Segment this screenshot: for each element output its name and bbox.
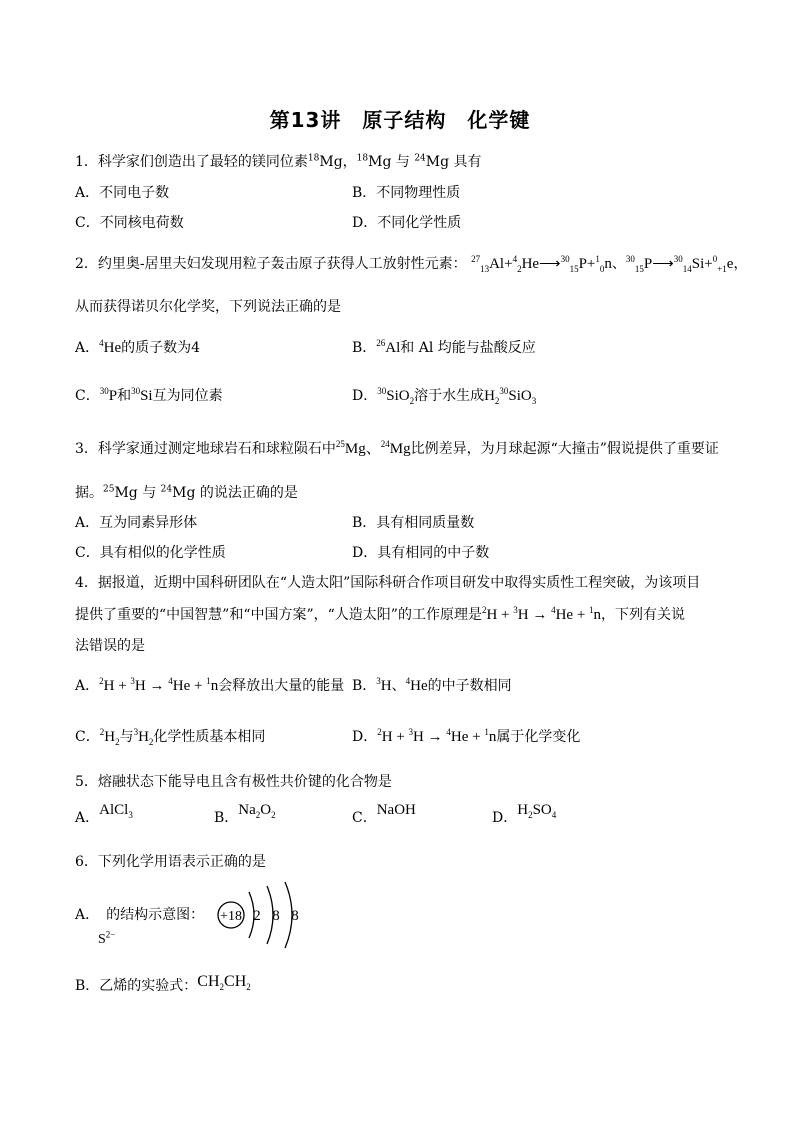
q4-option-c-text: 化学性质基本相同 — [153, 729, 266, 745]
q4-option-c-formula-1: $^2H_2$ — [99, 727, 120, 747]
q4-option-c-label: C． — [75, 729, 100, 745]
q5-option-b-label: B． — [214, 810, 239, 826]
q3-option-d[interactable]: D．具有相同的中子数 — [352, 545, 490, 561]
q6-stem: 6．下列化学用语表示正确的是 — [75, 854, 266, 870]
q1-option-c[interactable]: C．不同核电荷数 — [75, 215, 184, 231]
q5-stem: 5．熔融状态下能导电且含有极性共价键的化合物是 — [75, 774, 392, 790]
q5-option-c-label: C． — [352, 810, 377, 826]
q4-option-b-formula-2: $^4$He — [405, 676, 428, 694]
q1-stem-end: 具有 — [453, 154, 482, 170]
q4-stem-line2-post: ，下列有关说 — [601, 607, 686, 623]
q4-option-b[interactable] — [352, 676, 512, 696]
q4-stem-line1: 4．据报道，近期中国科研团队在“人造太阳”国际科研合作项目研发中取得实质性工程突破，为该项目 — [75, 575, 701, 591]
q6-option-a-text: 的结构示意图： — [106, 907, 205, 923]
q2-nuclear-equation-1: $^{27}_{13}$Al+$^4_2$He⟶$^{30}_{15}$P+$^1_0$n — [471, 254, 612, 274]
shell-2-electrons: 8 — [272, 908, 280, 924]
q2-option-c-text: 互为同位素 — [152, 388, 223, 404]
q4-option-d-label: D． — [352, 729, 378, 745]
q5-option-a[interactable] — [75, 802, 133, 828]
q2-option-a-formula: $^4$He — [99, 338, 122, 356]
q6-ion-symbol: $S^{2-}$ — [98, 929, 116, 947]
q6-option-b-text: B．乙烯的实验式： — [75, 978, 198, 994]
q2-option-c-formula-2: $^{30}$Si — [131, 386, 153, 404]
q6-option-a-label: A． — [75, 907, 93, 923]
q6-option-b[interactable] — [75, 973, 251, 996]
q3-stem — [75, 439, 719, 459]
q3-stem-line2-pre: 据。 — [75, 485, 103, 501]
q4-option-b-formula-1: $^3$H — [376, 676, 392, 694]
q4-option-c-formula-2: $^3H_2$ — [133, 727, 154, 747]
q6-option-b-formula: $CH_2CH_2$ — [197, 973, 251, 993]
shell-1-electrons: 2 — [253, 908, 261, 924]
sulfide-ion-structure-diagram — [215, 880, 335, 950]
q3-option-b[interactable]: B．具有相同质量数 — [352, 515, 475, 531]
q2-option-d-label: D． — [352, 388, 378, 404]
q4-option-c[interactable] — [75, 727, 265, 747]
q2-nuclear-equation-2: $^{30}_{15}$P⟶$^{30}_{14}$Si+$^0_{+1}$e — [625, 254, 734, 274]
q4-stem-line2-pre: 提供了重要的“中国智慧”和“中国方案”，“人造太阳”的工作原理是 — [75, 607, 482, 623]
q2-stem-line2: 从而获得诺贝尔化学奖，下列说法正确的是 — [75, 299, 341, 315]
q2-option-a-label: A． — [75, 340, 100, 356]
q2-option-d-text: 溶于水生成 — [414, 388, 485, 404]
q2-option-b-text: 和 Al 均能与盐酸反应 — [400, 340, 536, 356]
q2-option-b-formula: $^{26}$Al — [376, 338, 401, 356]
q1-option-a[interactable]: A．不同电子数 — [75, 185, 170, 201]
q4-option-d-formula: $^2$H + $^3$H → $^4$He + $^1$n — [377, 727, 497, 745]
q1-stem: 1．科学家们创造出了最轻的镁同位素$^{18}$Mg，$^{18}$Mg 与 $^{24}$Mg 具有 — [75, 153, 482, 170]
q5-option-a-label: A． — [75, 810, 100, 826]
q1-stem-and: 与 — [395, 154, 410, 170]
q2-option-a-text: 的质子数为4 — [121, 340, 201, 356]
q2-option-b-label: B． — [352, 340, 377, 356]
q5-option-d-label: D． — [492, 810, 518, 826]
q6-option-a[interactable] — [75, 905, 204, 925]
q4-option-b-sep: 、 — [391, 678, 406, 694]
q4-option-c-and: 与 — [119, 729, 134, 745]
q2-option-d[interactable] — [352, 386, 536, 406]
q1-option-d[interactable]: D．不同化学性质 — [352, 215, 462, 231]
q2-option-c[interactable] — [75, 386, 223, 406]
q2-stem-end: ， — [733, 256, 748, 272]
q3-stem-and: 与 — [142, 485, 157, 501]
q2-stem — [75, 254, 747, 274]
q4-fusion-equation: $^2$H + $^3$H → $^4$He + $^1$n — [481, 605, 602, 623]
q5-option-d[interactable] — [492, 802, 557, 828]
q5-option-b[interactable] — [214, 802, 276, 828]
q4-option-a[interactable] — [75, 676, 344, 696]
q1-stem-text: 1．科学家们创造出了最轻的镁同位素 — [75, 154, 308, 170]
q5-option-b-formula: $Na_2O_2$ — [238, 802, 276, 820]
q4-option-a-text: 会释放出大量的能量 — [218, 678, 345, 694]
q2-option-d-formula-2: $H_2^{30}SiO_3$ — [484, 386, 537, 406]
page-title: 第13讲 原子结构 化学键 — [269, 108, 531, 132]
q3-option-c[interactable]: C．具有相似的化学性质 — [75, 545, 226, 561]
q3-isotopes: $^{25}$Mg、$^{24}$Mg — [335, 439, 411, 457]
shell-3-electrons: 8 — [291, 908, 299, 924]
q5-option-c[interactable] — [352, 802, 416, 828]
q4-stem-line2 — [75, 605, 685, 625]
q2-option-a[interactable] — [75, 338, 200, 358]
q3-stem-text-2: 比例差异，为月球起源“大撞击”假说提供了重要证 — [410, 441, 719, 457]
q2-separator: 、 — [611, 256, 626, 272]
q4-stem-line3: 法错误的是 — [75, 638, 145, 654]
q5-option-d-formula: $H_2SO_4$ — [517, 802, 557, 820]
q2-option-d-formula-1: $^{30}$SiO$_2$ — [377, 386, 415, 406]
q2-option-c-formula-1: $^{30}$P — [99, 386, 118, 404]
q4-option-d-text: 属于化学变化 — [496, 729, 581, 745]
q5-option-c-formula: NaOH — [376, 802, 416, 818]
q2-option-b[interactable] — [352, 338, 536, 358]
q4-option-d[interactable] — [352, 727, 580, 747]
q3-stem-line2: 据。$^{25}$Mg 与 $^{24}$Mg 的说法正确的是 — [75, 484, 298, 501]
q4-option-a-label: A． — [75, 678, 100, 694]
q3-stem-line2-post: 的说法正确的是 — [199, 485, 298, 501]
q1-option-b[interactable]: B．不同物理性质 — [352, 185, 461, 201]
q3-option-a[interactable]: A．互为同素异形体 — [75, 515, 198, 531]
q1-stem-comma: ， — [342, 154, 357, 170]
q5-option-a-formula: AlCl$_3$ — [99, 802, 133, 820]
q2-stem-text: 2．约里奥-居里夫妇发现用粒子轰击原子获得人工放射性元素： — [75, 256, 467, 272]
atom-nucleus-charge: +18 — [220, 909, 242, 924]
q4-option-a-formula: $^2$H + $^3$H → $^4$He + $^1$n — [99, 676, 219, 694]
q2-option-c-label: C． — [75, 388, 100, 404]
q3-stem-text: 3．科学家通过测定地球岩石和球粒陨石中 — [75, 441, 336, 457]
q2-option-c-and: 和 — [117, 388, 132, 404]
q4-option-b-label: B． — [352, 678, 377, 694]
q4-option-b-text: 的中子数相同 — [427, 678, 512, 694]
